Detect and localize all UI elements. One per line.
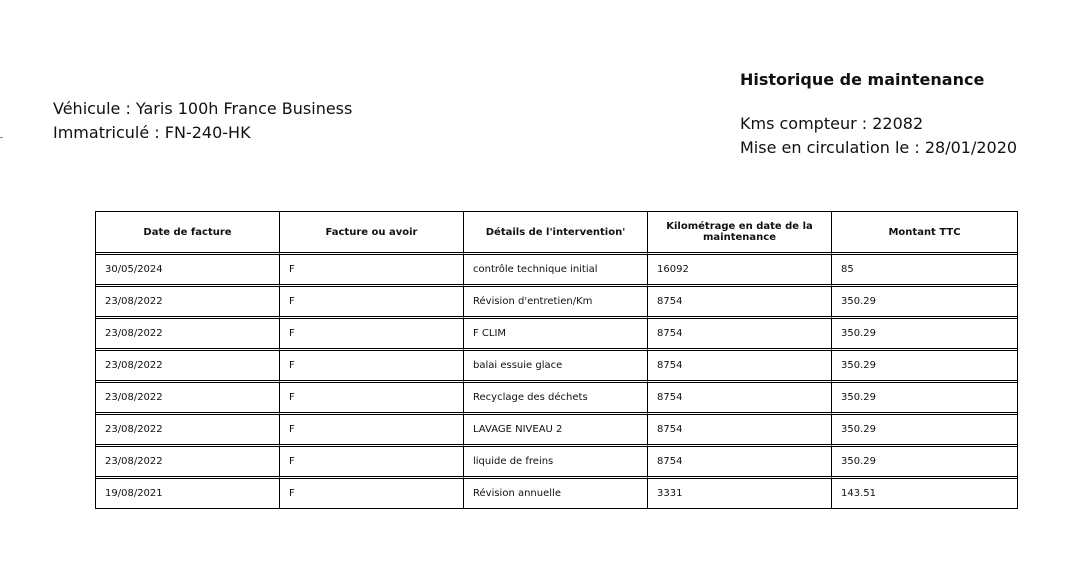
cell-details: Révision annuelle [464, 479, 648, 508]
cell-details: F CLIM [464, 319, 648, 351]
cell-mileage: 8754 [648, 383, 832, 415]
vehicle-model: Véhicule : Yaris 100h France Business [53, 99, 353, 118]
cell-mileage: 8754 [648, 319, 832, 351]
cell-date: 23/08/2022 [96, 415, 280, 447]
cell-amount: 350.29 [832, 287, 1017, 319]
table-row [96, 479, 1017, 508]
cell-amount: 350.29 [832, 383, 1017, 415]
cell-type: F [280, 447, 464, 479]
header-amount: Montant TTC [832, 212, 1017, 255]
cell-mileage: 8754 [648, 415, 832, 447]
table-row [96, 447, 1017, 479]
cell-mileage: 3331 [648, 479, 832, 508]
cell-date: 23/08/2022 [96, 287, 280, 319]
page-edge-mark [0, 137, 3, 138]
cell-date: 23/08/2022 [96, 447, 280, 479]
table-row [96, 287, 1017, 319]
cell-details: Recyclage des déchets [464, 383, 648, 415]
cell-amount: 143.51 [841, 488, 876, 499]
table-row [96, 415, 1017, 447]
vehicle-info [53, 97, 352, 145]
header-invoice-date: Date de facture [96, 212, 280, 255]
cell-amount: 85 [832, 255, 1017, 287]
cell-details: contrôle technique initial [464, 255, 648, 287]
cell-date: 30/05/2024 [96, 255, 280, 287]
cell-type: F [280, 479, 464, 508]
table-row [96, 383, 1017, 415]
cell-amount: 350.29 [832, 415, 1017, 447]
cell-details: liquide de freins [464, 447, 648, 479]
header-invoice-type: Facture ou avoir [280, 212, 464, 255]
cell-type: F [280, 351, 464, 383]
report-info [740, 68, 1017, 160]
header-mileage: Kilométrage en date de la maintenance [648, 212, 832, 255]
cell-type: F [280, 287, 464, 319]
cell-date: 23/08/2022 [96, 319, 280, 351]
cell-date: 23/08/2022 [96, 383, 280, 415]
cell-type: F [280, 319, 464, 351]
cell-amount: 350.29 [832, 447, 1017, 479]
cell-mileage: 8754 [648, 351, 832, 383]
maintenance-table [95, 211, 1018, 509]
cell-amount: 350.29 [832, 351, 1017, 383]
cell-details: LAVAGE NIVEAU 2 [464, 415, 648, 447]
header-intervention-details: Détails de l'intervention' [464, 212, 648, 255]
cell-mileage: 16092 [648, 255, 832, 287]
vehicle-registration: Immatriculé : FN-240-HK [53, 123, 251, 142]
table-row [96, 255, 1017, 287]
cell-amount: 350.29 [832, 319, 1017, 351]
odometer-reading: Kms compteur : 22082 [740, 114, 924, 133]
cell-date: 19/08/2021 [96, 479, 280, 508]
cell-type: F [280, 255, 464, 287]
table-header-row [96, 212, 1017, 255]
report-title: Historique de maintenance [740, 70, 985, 89]
cell-type: F [280, 415, 464, 447]
cell-mileage: 8754 [648, 287, 832, 319]
circulation-date: Mise en circulation le : 28/01/2020 [740, 138, 1018, 157]
table-row [96, 351, 1017, 383]
table-row [96, 319, 1017, 351]
cell-details: balai essuie glace [464, 351, 648, 383]
cell-date: 23/08/2022 [96, 351, 280, 383]
cell-type: F [280, 383, 464, 415]
maintenance-table-container [95, 211, 1016, 509]
cell-details: Révision d'entretien/Km [464, 287, 648, 319]
cell-mileage: 8754 [648, 447, 832, 479]
